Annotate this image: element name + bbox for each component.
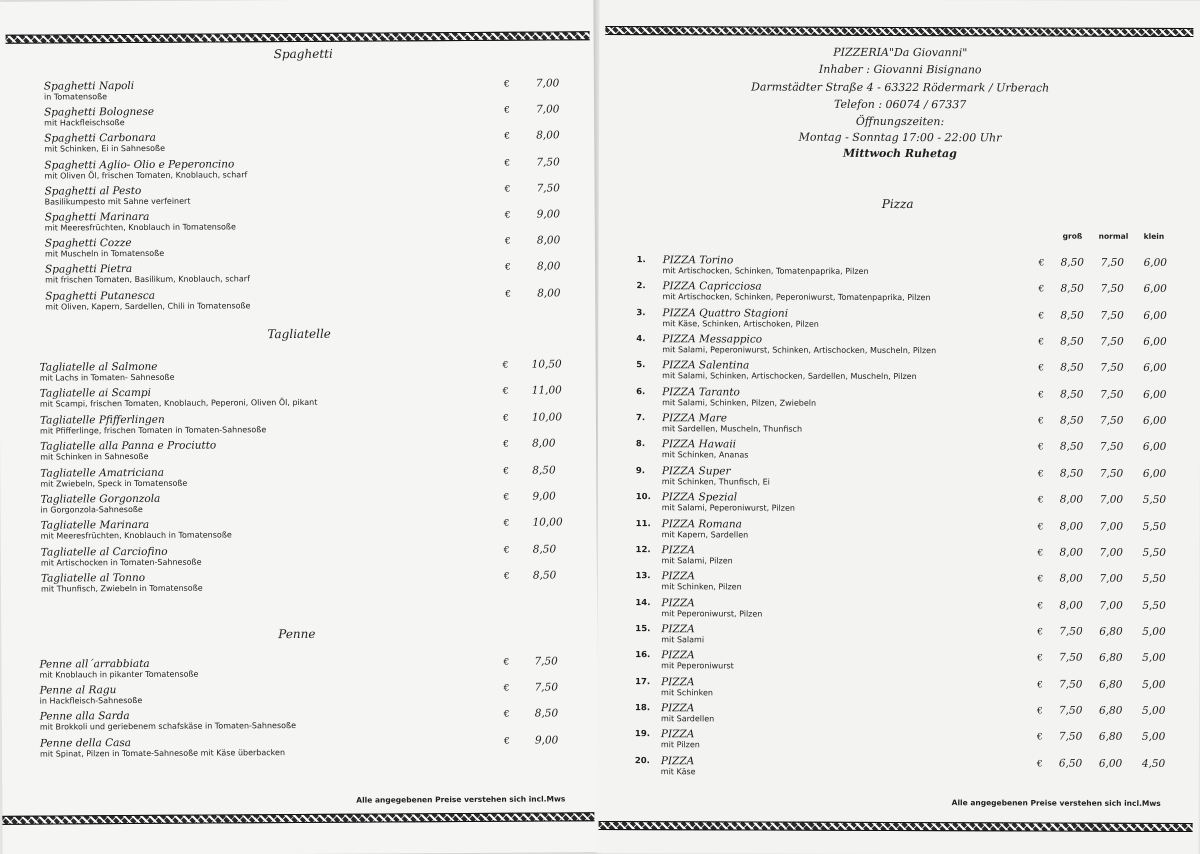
item-price: 8,50: [532, 464, 556, 477]
currency-symbol: €: [503, 545, 510, 556]
item-name: Spaghetti Bolognese: [44, 106, 155, 119]
item-number: 18.: [635, 703, 651, 714]
price-small: 6,00: [1143, 388, 1167, 401]
item-name: Spaghetti Cozze: [44, 237, 132, 250]
restaurant-header: [599, 0, 1200, 161]
item-description: mit Meeresfrüchten, Knoblauch in Tomatensoße: [40, 530, 232, 541]
menu-item: [40, 493, 160, 515]
item-name: Spaghetti Carbonara: [44, 132, 156, 145]
price-small: 5,00: [1142, 678, 1166, 691]
menu-item: [40, 684, 143, 706]
item-description: in Gorgonzola-Sahnesoße: [40, 504, 143, 515]
item-name: PIZZA Capricciosa: [662, 280, 762, 293]
item-description: mit Schinken in Sahnesoße: [40, 452, 149, 462]
currency-symbol: €: [1036, 706, 1043, 717]
price-normal: 6,80: [1099, 625, 1123, 638]
price-normal: 7,00: [1099, 572, 1123, 585]
item-description: mit Salami, Peperoniwurst, Pilzen: [661, 503, 795, 513]
currency-symbol: €: [502, 360, 509, 371]
menu-item: [41, 545, 202, 567]
currency-symbol: €: [504, 132, 510, 143]
price-large: 8,50: [1060, 282, 1084, 295]
item-description: mit Käse: [660, 766, 696, 776]
menu-item: [661, 597, 762, 618]
currency-symbol: €: [1037, 442, 1044, 453]
menu-item: [662, 465, 770, 486]
item-price: 9,00: [534, 734, 559, 747]
item-number: 7.: [636, 413, 646, 424]
item-name: Spaghetti al Pesto: [44, 184, 142, 198]
currency-symbol: €: [505, 289, 511, 300]
menu-item: [661, 755, 696, 776]
menu-item: [40, 361, 175, 383]
menu-item: [40, 466, 187, 488]
item-name: PIZZA: [661, 675, 695, 688]
item-description: mit Schinken, Thunfisch, Ei: [661, 476, 770, 487]
price-large: 8,50: [1060, 256, 1084, 269]
currency-symbol: €: [1037, 574, 1044, 585]
item-price: 10,50: [531, 358, 562, 371]
currency-symbol: €: [1037, 601, 1044, 612]
item-price: 9,00: [532, 490, 556, 503]
currency-symbol: €: [503, 683, 510, 694]
item-number: 11.: [635, 518, 651, 529]
opening-hours-title: Öffnungszeiten:: [855, 114, 945, 129]
price-normal: 6,80: [1099, 678, 1123, 691]
price-normal: 6,80: [1098, 704, 1123, 717]
item-price: 8,00: [532, 437, 556, 450]
item-name: PIZZA: [661, 570, 695, 583]
item-description: mit Sardellen, Muscheln, Thunfisch: [661, 424, 803, 434]
item-description: in Hackfleisch-Sahnesoße: [39, 696, 143, 706]
currency-symbol: €: [1037, 469, 1044, 480]
item-number: 14.: [635, 597, 651, 608]
item-description: mit Artischocken, Schinken, Tomatenpaprika, Pilzen: [662, 266, 869, 276]
menu-item: [661, 702, 714, 723]
menu-item: [662, 544, 733, 565]
item-description: mit Knoblauch in pikanter Tomatensoße: [39, 669, 199, 680]
menu-item: [41, 519, 232, 541]
column-large: groß: [1062, 231, 1083, 241]
item-number: 20.: [634, 755, 650, 766]
item-name: PIZZA Romana: [661, 517, 742, 530]
item-name: PIZZA Hawaii: [661, 438, 737, 451]
currency-symbol: €: [1037, 653, 1043, 664]
top-ornament-border: [605, 26, 1193, 37]
item-name: Spaghetti Aglio- Olio e Peperoncino: [44, 157, 235, 172]
price-small: 5,00: [1141, 704, 1166, 717]
item-number: 2.: [636, 281, 646, 292]
price-normal: 7,50: [1100, 283, 1124, 296]
item-name: Tagliatelle al Salmone: [39, 360, 158, 374]
item-description: mit Kapern, Sardellen: [661, 529, 749, 539]
rest-day: Mittwoch Ruhetag: [842, 146, 957, 161]
item-price: 8,50: [534, 707, 559, 720]
item-name: Spaghetti Napoli: [43, 79, 135, 93]
currency-symbol: €: [503, 571, 510, 582]
price-small: 5,50: [1142, 573, 1166, 586]
currency-symbol: €: [503, 519, 510, 530]
item-name: PIZZA: [660, 754, 695, 767]
currency-symbol: €: [503, 79, 510, 90]
price-normal: 7,50: [1100, 256, 1124, 269]
price-normal: 7,50: [1100, 388, 1124, 401]
price-large: 7,50: [1058, 704, 1083, 717]
item-description: mit Salami: [661, 635, 705, 645]
item-price: 7,00: [535, 77, 560, 90]
item-name: Tagliatelle Gorgonzola: [40, 492, 161, 506]
right-menu-page: [597, 0, 1200, 854]
price-large: 8,50: [1060, 361, 1084, 375]
item-description: mit Hackfleischsoße: [44, 118, 125, 128]
item-number: 12.: [635, 544, 651, 555]
bottom-ornament-border: [599, 821, 1193, 832]
menu-item: [44, 132, 165, 154]
item-name: Tagliatelle al Carciofino: [40, 545, 168, 559]
price-small: 5,50: [1142, 520, 1167, 533]
menu-item: [662, 307, 819, 329]
item-name: Spaghetti Marinara: [44, 210, 150, 224]
pizza-heading: Pizza: [881, 196, 914, 212]
item-price: 7,50: [536, 155, 560, 169]
item-description: mit frischen Tomaten, Basilikum, Knoblauch, scharf: [45, 274, 250, 285]
price-large: 8,50: [1060, 309, 1084, 322]
currency-symbol: €: [504, 158, 511, 169]
restaurant-name: PIZZERIA"Da Giovanni": [833, 45, 968, 60]
item-name: PIZZA: [661, 623, 695, 636]
bottom-ornament-border: [2, 812, 594, 825]
item-name: PIZZA: [661, 596, 695, 609]
item-price: 8,00: [536, 234, 561, 247]
tagliatelle-heading: Tagliatelle: [267, 326, 331, 342]
currency-symbol: €: [503, 439, 509, 450]
price-small: 5,50: [1142, 493, 1167, 507]
item-name: Tagliatelle Marinara: [40, 519, 150, 532]
item-description: mit Sardellen: [660, 714, 715, 724]
top-ornament-border: [6, 31, 590, 44]
item-name: Penne all´arrabbiata: [39, 657, 150, 671]
currency-symbol: €: [1037, 627, 1044, 638]
menu-item: [39, 658, 198, 680]
item-name: PIZZA Super: [661, 464, 731, 478]
item-name: Penne alla Sarda: [39, 710, 130, 723]
item-description: mit Schinken: [661, 687, 713, 697]
item-description: mit Thunfisch, Zwiebeln in Tomatensoße: [40, 583, 203, 594]
item-name: PIZZA: [660, 702, 695, 715]
item-number: 8.: [635, 439, 646, 450]
price-normal: 7,50: [1100, 414, 1124, 427]
price-large: 7,50: [1059, 678, 1083, 691]
column-small: klein: [1143, 231, 1165, 241]
item-number: 13.: [635, 571, 651, 582]
menu-item: [662, 333, 936, 355]
currency-symbol: €: [1038, 416, 1044, 427]
item-name: PIZZA Torino: [662, 254, 734, 267]
item-description: in Tomatensoße: [43, 92, 108, 102]
item-description: mit Salami, Peperoniwurst, Schinken, Artischocken, Muscheln, Pilzen: [662, 345, 937, 356]
price-large: 8,00: [1059, 572, 1083, 585]
price-normal: 7,00: [1099, 546, 1123, 559]
item-number: 9.: [635, 465, 646, 476]
price-normal: 7,50: [1100, 362, 1124, 375]
menu-item: [45, 263, 250, 285]
price-normal: 6,00: [1098, 757, 1123, 770]
address-line: Darmstädter Straße 4 - 63322 Rödermark / Urberach: [751, 80, 1050, 95]
menu-item: [662, 386, 816, 408]
item-name: Tagliatelle alla Panna e Prociutto: [40, 439, 217, 453]
item-price: 9,00: [536, 208, 561, 221]
owner-line: Inhaber : Giovanni Bisignano: [818, 62, 982, 77]
price-large: 7,50: [1059, 651, 1083, 664]
item-price: 7,50: [534, 681, 559, 694]
price-small: 6,00: [1143, 414, 1167, 428]
item-description: mit Peperoniwurst, Pilzen: [661, 608, 763, 619]
spaghetti-list: [0, 0, 593, 312]
item-description: mit Brokkoli und geriebenem schafskäse in Tomaten-Sahnesoße: [39, 721, 297, 732]
currency-symbol: €: [1037, 680, 1043, 691]
item-price: 7,50: [534, 655, 558, 668]
currency-symbol: €: [503, 657, 510, 668]
price-small: 6,00: [1142, 441, 1167, 454]
item-name: PIZZA: [660, 728, 695, 741]
spaghetti-heading: Spaghetti: [273, 46, 333, 62]
item-price: 8,00: [537, 286, 561, 300]
price-large: 8,50: [1060, 388, 1084, 401]
price-small: 6,00: [1143, 309, 1167, 322]
item-description: mit Pfifferlinge, frischen Tomaten in Tomaten-Sahnesoße: [39, 424, 267, 436]
price-large: 8,00: [1059, 599, 1083, 612]
item-description: mit Scampi, frischen Tomaten, Knoblauch, Peperoni, Oliven Öl, pikant: [39, 398, 318, 409]
price-small: 5,00: [1141, 731, 1166, 744]
item-description: mit Pilzen: [660, 740, 700, 750]
item-name: Penne della Casa: [39, 736, 132, 750]
menu-item: [661, 676, 713, 697]
menu-item: [661, 728, 700, 749]
currency-symbol: €: [503, 710, 510, 721]
item-name: PIZZA Spezial: [661, 491, 738, 504]
menu-item: [41, 572, 203, 594]
price-large: 8,00: [1059, 520, 1084, 533]
item-description: mit Zwiebeln, Speck in Tomatensoße: [40, 478, 188, 489]
item-description: mit Lachs in Tomaten- Sahnesoße: [39, 372, 175, 383]
item-price: 8,00: [536, 129, 560, 142]
currency-symbol: €: [1038, 390, 1044, 401]
item-number: 15.: [635, 623, 651, 635]
item-price: 7,00: [536, 103, 560, 116]
price-large: 8,50: [1060, 414, 1084, 427]
item-description: mit Peperoniwurst: [661, 661, 734, 671]
item-price: 10,00: [532, 516, 563, 529]
price-normal: 6,80: [1098, 730, 1123, 744]
currency-symbol: €: [1038, 258, 1045, 269]
price-note: Alle angegebenen Preise verstehen sich incl.Mws: [356, 794, 566, 805]
menu-item: [45, 289, 250, 311]
menu-item: [662, 518, 749, 539]
item-description: mit Artischocken, Schinken, Peperoniwurst, Tomatenpaprika, Pilzen: [662, 292, 931, 303]
price-large: 7,50: [1059, 625, 1083, 638]
menu-item: [40, 413, 266, 435]
item-name: PIZZA Mare: [662, 412, 728, 425]
item-number: 1.: [636, 255, 646, 266]
price-normal: 7,50: [1099, 441, 1124, 454]
item-description: mit Salami, Schinken, Pilzen, Zwiebeln: [662, 397, 817, 408]
item-number: 6.: [636, 386, 646, 397]
currency-symbol: €: [503, 466, 510, 477]
price-normal: 7,50: [1100, 309, 1124, 322]
item-name: Penne al Ragu: [39, 684, 117, 697]
price-small: 4,50: [1141, 757, 1166, 770]
item-number: 19.: [634, 729, 651, 740]
menu-item: [661, 570, 741, 591]
menu-item: [663, 254, 869, 276]
currency-symbol: €: [1038, 337, 1045, 348]
menu-item: [44, 80, 134, 102]
currency-symbol: €: [1038, 284, 1045, 295]
item-number: 5.: [636, 360, 646, 371]
currency-symbol: €: [503, 492, 510, 503]
currency-symbol: €: [1037, 548, 1044, 559]
price-small: 5,00: [1142, 652, 1166, 665]
price-large: 8,50: [1060, 335, 1084, 348]
currency-symbol: €: [504, 184, 511, 195]
item-name: PIZZA Salentina: [662, 359, 750, 372]
item-number: 17.: [635, 676, 651, 687]
menu-item: [662, 281, 930, 303]
currency-symbol: €: [1038, 311, 1045, 322]
price-small: 6,00: [1143, 335, 1167, 348]
item-description: mit Meeresfrüchten, Knoblauch in Tomatensoße: [44, 222, 236, 233]
currency-symbol: €: [503, 736, 510, 747]
item-name: PIZZA Messappico: [662, 333, 763, 346]
menu-item: [44, 106, 154, 128]
currency-symbol: €: [505, 263, 511, 274]
menu-item: [40, 736, 285, 758]
item-name: Tagliatelle al Tonno: [40, 572, 146, 585]
item-name: Spaghetti Pietra: [44, 263, 133, 276]
menu-item: [662, 439, 749, 460]
currency-symbol: €: [1036, 732, 1043, 743]
menu-item: [40, 440, 216, 462]
price-small: 6,00: [1142, 467, 1167, 480]
price-small: 5,00: [1142, 625, 1166, 638]
item-name: PIZZA: [661, 544, 695, 557]
left-menu-page: [0, 0, 599, 854]
price-note: Alle angegebenen Preise verstehen sich incl.Mws: [951, 798, 1161, 808]
item-price: 7,50: [536, 182, 560, 195]
price-normal: 7,00: [1099, 599, 1123, 612]
currency-symbol: €: [504, 236, 511, 247]
menu-item: [40, 386, 318, 409]
item-number: 10.: [635, 492, 651, 503]
menu-item: [662, 491, 795, 512]
menu-item: [662, 360, 917, 382]
menu-item: [662, 412, 802, 433]
currency-symbol: €: [502, 387, 509, 398]
price-small: 6,00: [1143, 256, 1167, 269]
item-description: mit Schinken, Pilzen: [661, 582, 742, 592]
item-number: 16.: [635, 650, 651, 661]
currency-symbol: €: [502, 413, 509, 424]
item-name: PIZZA Taranto: [662, 385, 740, 399]
item-price: 8,00: [536, 260, 561, 273]
phone-line: Telefon : 06074 / 67337: [834, 97, 967, 112]
price-small: 5,50: [1142, 599, 1166, 612]
opening-hours: Montag - Sonntag 17:00 - 22:00 Uhr: [798, 130, 1002, 145]
menu-item: [45, 210, 236, 232]
item-name: Spaghetti Putanesca: [45, 289, 156, 303]
price-small: 6,00: [1143, 362, 1167, 375]
item-description: mit Oliven Öl, frischen Tomaten, Knoblauch, scharf: [44, 169, 248, 181]
currency-symbol: €: [504, 105, 510, 116]
menu-item: [661, 623, 704, 644]
currency-symbol: €: [504, 210, 511, 221]
item-name: Tagliatelle Amatriciana: [40, 466, 165, 480]
item-description: Basilikumpesto mit Sahne verfeinert: [44, 196, 191, 207]
item-name: PIZZA: [661, 649, 695, 662]
price-normal: 7,00: [1099, 493, 1124, 506]
price-large: 8,50: [1059, 467, 1084, 480]
item-price: 11,00: [531, 384, 562, 397]
item-description: mit Schinken, Ananas: [661, 450, 749, 460]
currency-symbol: €: [1037, 495, 1044, 506]
currency-symbol: €: [1036, 759, 1043, 770]
item-description: mit Schinken, Ei in Sahnesoße: [44, 144, 166, 154]
menu-item: [661, 649, 734, 670]
item-name: Tagliatelle ai Scampi: [39, 387, 152, 400]
price-normal: 7,00: [1099, 520, 1124, 533]
item-description: mit Käse, Schinken, Artischoken, Pilzen: [662, 318, 819, 329]
price-small: 6,00: [1143, 283, 1167, 296]
item-name: Tagliatelle Pfifferlingen: [39, 413, 165, 427]
price-large: 8,00: [1059, 546, 1083, 559]
menu-item: [45, 237, 164, 259]
item-price: 8,50: [532, 543, 557, 556]
item-description: mit Salami, Pilzen: [661, 556, 733, 566]
price-small: 5,50: [1142, 546, 1166, 559]
price-normal: 6,80: [1099, 651, 1123, 665]
item-price: 10,00: [531, 411, 563, 424]
currency-symbol: €: [1038, 363, 1044, 374]
item-description: mit Salami, Schinken, Artischocken, Sardellen, Muscheln, Pilzen: [662, 371, 917, 382]
column-normal: normal: [1098, 231, 1129, 241]
penne-heading: Penne: [278, 626, 316, 642]
price-normal: 7,50: [1100, 335, 1124, 348]
item-price: 8,50: [532, 569, 557, 582]
currency-symbol: €: [1037, 521, 1044, 533]
menu-item: [45, 184, 191, 206]
menu-item: [40, 709, 296, 732]
price-large: 8,50: [1059, 440, 1084, 454]
menu-item: [44, 158, 247, 180]
item-name: PIZZA Quattro Stagioni: [662, 306, 789, 320]
item-description: mit Artischocken in Tomaten-Sahnesoße: [40, 557, 202, 568]
price-large: 8,00: [1059, 493, 1084, 506]
item-description: mit Spinat, Pilzen in Tomate-Sahnesoße mit Käse überbacken: [39, 747, 286, 759]
item-description: mit Oliven, Kapern, Sardellen, Chili in Tomatensoße: [45, 300, 251, 312]
item-number: 3.: [636, 307, 646, 318]
price-large: 7,50: [1058, 730, 1083, 743]
price-normal: 7,50: [1099, 467, 1124, 480]
item-number: 4.: [636, 334, 646, 345]
price-large: 6,50: [1058, 757, 1083, 770]
item-description: mit Muscheln in Tomatensoße: [44, 249, 165, 259]
